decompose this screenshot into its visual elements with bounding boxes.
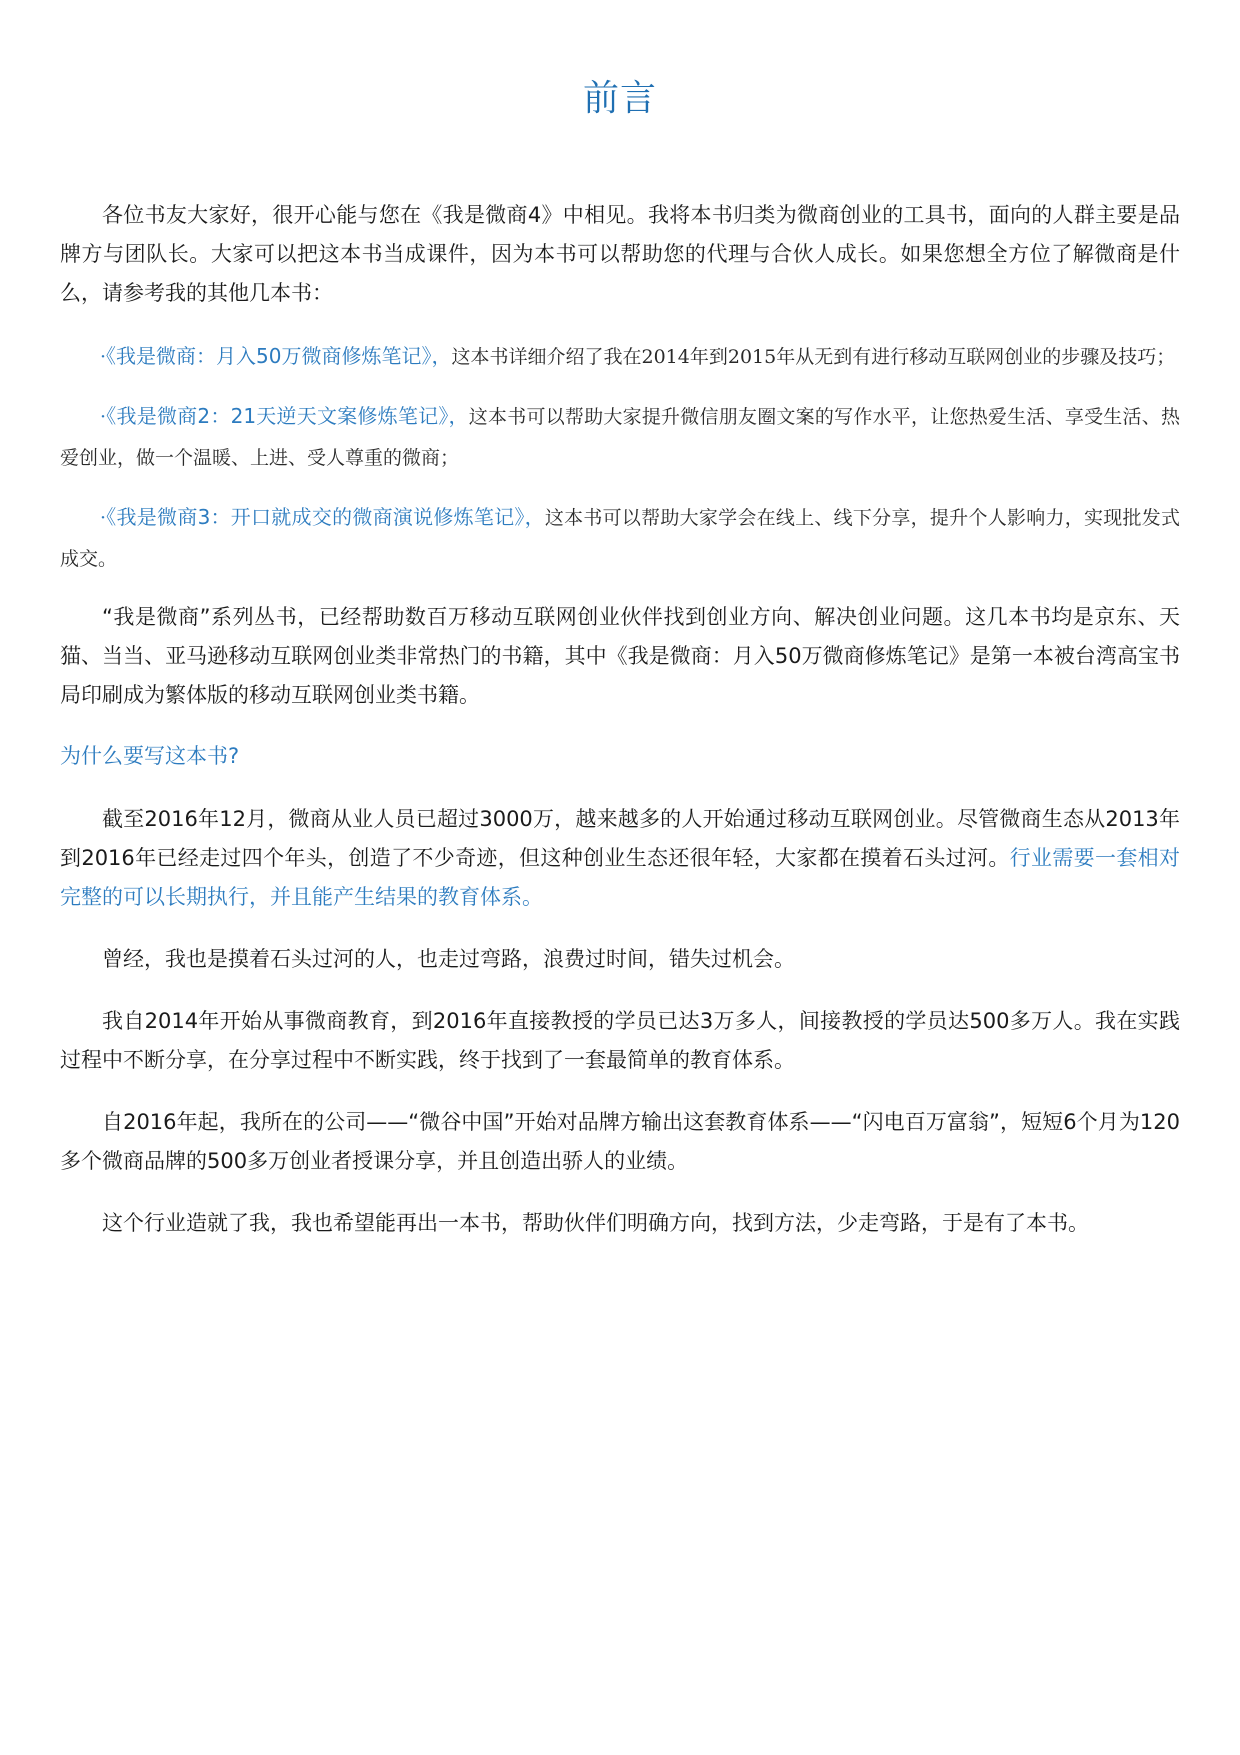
- book-item-3: [60, 497, 1180, 580]
- book-title-link: 《我是微商3：开口就成交的微商演说修炼笔记》，: [106, 505, 545, 529]
- section-paragraph-5: 这个行业造就了我，我也希望能再出一本书，帮助伙伴们明确方向，找到方法，少走弯路，于是有了本书。: [102, 1211, 1089, 1235]
- intro-paragraph: 各位书友大家好，很开心能与您在《我是微商4》中相见。我将本书归类为微商创业的工具书，面向的人群主要是品牌方与团队长。大家可以把这本书当成课件，因为本书可以帮助您的代理与合伙人成长。如果您想全方位了解微商是什么，请参考我的其他几本书：: [60, 203, 1180, 305]
- book-description: 这本书详细介绍了我在2014年到2015年从无到有进行移动互联网创业的步骤及技巧；: [451, 346, 1176, 368]
- highlighted-text: 行业需要一套相对完整的可以长期执行，并且能产生结果的教育体系。: [60, 846, 1180, 909]
- bullet-mark: ·: [100, 346, 107, 368]
- book-description: 这本书可以帮助大家学会在线上、线下分享，提升个人影响力，实现批发式成交。: [60, 507, 1180, 570]
- bullet-mark: ·: [100, 406, 107, 428]
- section-paragraph-1: [60, 800, 1180, 917]
- book-title-link: 《我是微商：月入50万微商修炼笔记》，: [106, 344, 452, 368]
- book-item-1: [60, 336, 1180, 378]
- paragraph-text: 截至2016年12月，微商从业人员已超过3000万，越来越多的人开始通过移动互联网创业。尽管微商生态从2013年到2016年已经走过四个年头，创造了不少奇迹，但这种创业生态还很年轻，大家都在摸着石头过河。: [60, 807, 1180, 870]
- book-item-2: [60, 396, 1180, 479]
- page-content: [60, 196, 1180, 1266]
- section-paragraph-4: 自2016年起，我所在的公司——“微谷中国”开始对品牌方输出这套教育体系——“闪电百万富翁”，短短6个月为120多个微商品牌的500多万创业者授课分享，并且创造出骄人的业绩。: [60, 1110, 1180, 1173]
- page-title: 前言: [582, 78, 657, 119]
- book-description: 这本书可以帮助大家提升微信朋友圈文案的写作水平，让您热爱生活、享受生活、热爱创业，做一个温暖、上进、受人尊重的微商；: [60, 406, 1180, 469]
- section-paragraph-3: 我自2014年开始从事微商教育，到2016年直接教授的学员已达3万多人，间接教授的学员达500多万人。我在实践过程中不断分享，在分享过程中不断实践，终于找到了一套最简单的教育体系。: [60, 1009, 1180, 1072]
- book-title-link: 《我是微商2：21天逆天文案修炼笔记》，: [106, 404, 469, 428]
- series-paragraph: “我是微商”系列丛书，已经帮助数百万移动互联网创业伙伴找到创业方向、解决创业问题。这几本书均是京东、天猫、当当、亚马逊移动互联网创业类非常热门的书籍，其中《我是微商：月入50万微商修炼笔记》是第一本被台湾高宝书局印刷成为繁体版的移动互联网创业类书籍。: [60, 605, 1180, 707]
- bullet-mark: ·: [100, 507, 107, 529]
- section-heading: 为什么要写这本书?: [60, 744, 240, 768]
- section-paragraph-2: 曾经，我也是摸着石头过河的人，也走过弯路，浪费过时间，错失过机会。: [102, 947, 795, 971]
